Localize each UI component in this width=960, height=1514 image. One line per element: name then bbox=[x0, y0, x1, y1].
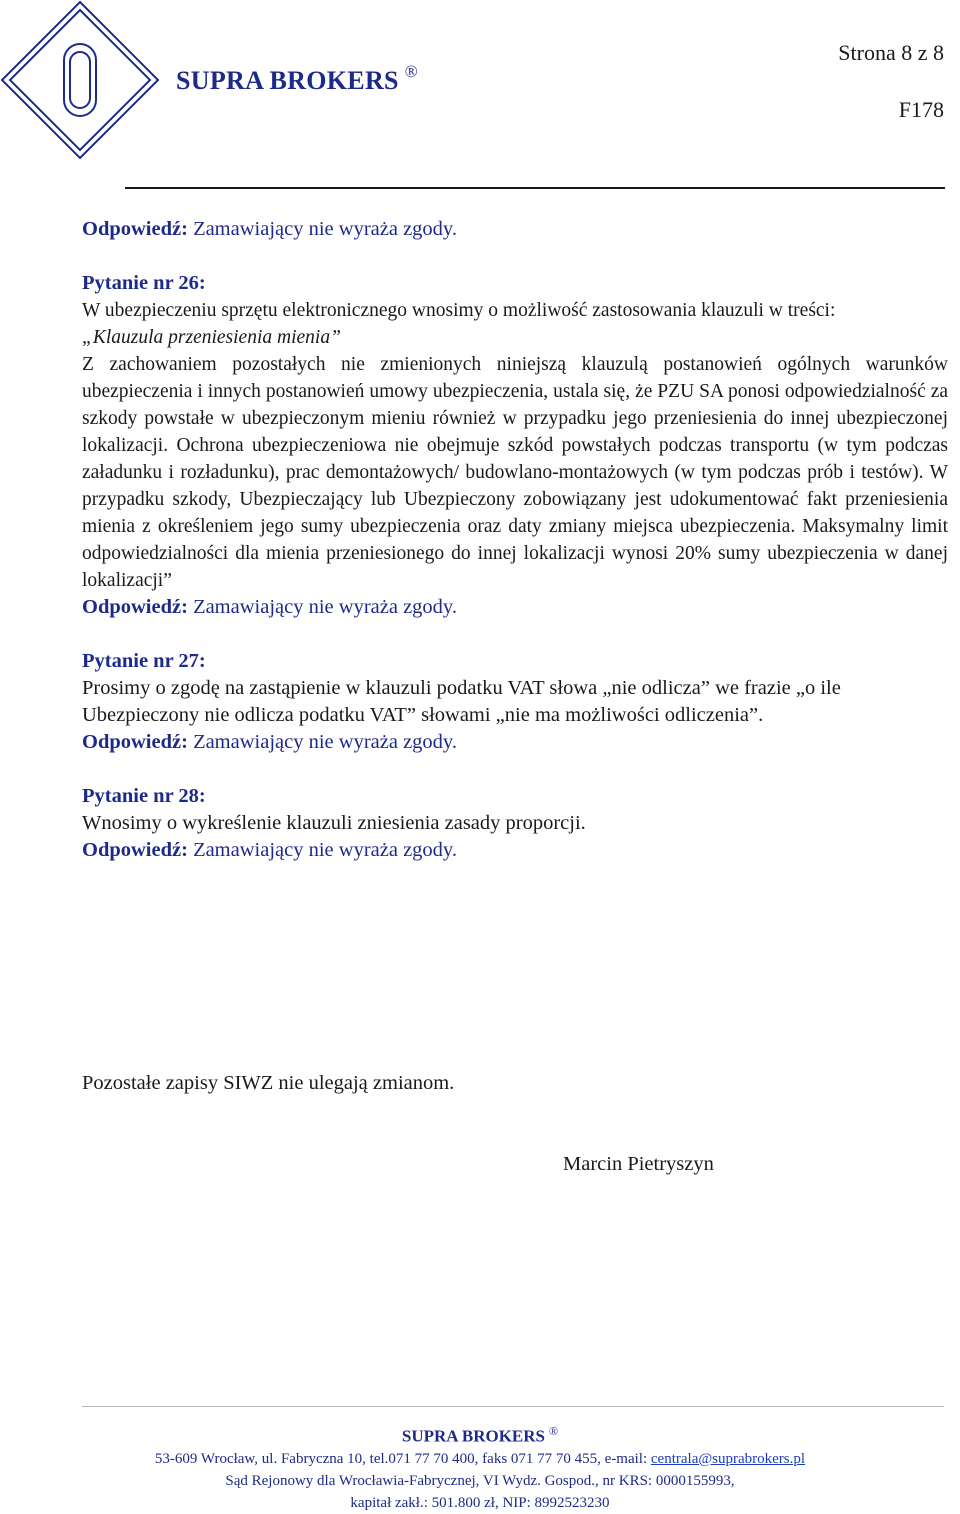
logo-diamond-inner bbox=[10, 10, 150, 150]
intro-answer-block bbox=[82, 216, 948, 243]
header-divider bbox=[125, 187, 945, 189]
question-26-clause-text-b: Ochrona ubezpieczeniowa nie obejmuje szkód powstałych podczas transportu (w tym podczas załadunku i rozładunku), prac demontażowych/ budowlano-montażowych (w tym podczas prób i testów). W przypadku szkody, Ubezpieczający lub Ubezpieczony zobowiązany jest udokumentować fakt przeniesienia mienia z określeniem jego sumy ubezpieczenia oraz daty zmiany miejsca ubezpieczenia. Maksymalny limit odpowiedzialności dla mienia przeniesionego do innej lokalizacji wynosi 20% sumy ubezpieczenia w danej lokalizacji” bbox=[82, 435, 948, 591]
footer-email-link[interactable]: centrala@suprabrokers.pl bbox=[650, 1450, 806, 1467]
answer-label: Odpowiedź: bbox=[82, 596, 188, 618]
footer-registered-mark: ® bbox=[549, 1424, 559, 1438]
question-26-clause-text bbox=[82, 351, 948, 594]
footer-brand-text: SUPRA BROKERS bbox=[401, 1426, 545, 1446]
registered-mark: ® bbox=[404, 62, 418, 81]
answer-text: Zamawiający nie wyraża zgody. bbox=[193, 839, 457, 861]
document-code: F178 bbox=[898, 97, 944, 122]
question-27-answer bbox=[82, 729, 948, 756]
footer-court-line: Sąd Rejonowy dla Wrocławia-Fabrycznej, VI Wydz. Gospod., nr KRS: 0000155993, bbox=[225, 1472, 735, 1489]
question-28-text: Wnosimy o wykreślenie klauzuli zniesienia zasady proporcji. bbox=[82, 812, 586, 834]
document-body bbox=[82, 216, 948, 891]
footer-capital-line: kapitał zakł.: 501.800 zł, NIP: 8992523230 bbox=[350, 1494, 610, 1511]
footer-brand bbox=[0, 1420, 960, 1448]
question-27-title: Pytanie nr 27: bbox=[82, 650, 206, 672]
question-26-block bbox=[82, 270, 948, 621]
answer-text: Zamawiający nie wyraża zgody. bbox=[193, 218, 457, 240]
question-27-text: Prosimy o zgodę na zastąpienie w klauzuli podatku VAT słowa „nie odlicza” we frazie „o ile Ubezpieczony nie odlicza podatku VAT” słowami „nie ma możliwości odliczenia”. bbox=[82, 677, 841, 726]
logo-oval-outer bbox=[64, 44, 96, 116]
question-26-intro: W ubezpieczeniu sprzętu elektronicznego wnosimy o możliwość zastosowania klauzuli w treści: bbox=[82, 300, 836, 321]
signature: Marcin Pietryszyn bbox=[563, 1153, 714, 1175]
answer-text: Zamawiający nie wyraża zgody. bbox=[193, 731, 457, 753]
answer-label: Odpowiedź: bbox=[82, 218, 188, 240]
question-28-answer bbox=[82, 837, 948, 864]
footer bbox=[0, 1420, 960, 1514]
answer-text: Zamawiający nie wyraża zgody. bbox=[193, 596, 457, 618]
logo-oval-inner bbox=[70, 52, 90, 108]
brand-name bbox=[176, 62, 418, 96]
question-28-block bbox=[82, 783, 948, 864]
question-28-title: Pytanie nr 28: bbox=[82, 785, 206, 807]
question-26-clause-text-a: Z zachowaniem pozostałych nie zmienionych niniejszą klauzulą postanowień ogólnych warunków ubezpieczenia i innych postanowień umowy ubezpieczenia, ustala się, że PZU SA ponosi odpowiedzialność za szkody powstałe w ubezpieczonym mieniu również w przypadku jego przeniesienia do innej ubezpieczonej lokalizacji. bbox=[82, 354, 948, 456]
question-27-block bbox=[82, 648, 948, 756]
answer-label: Odpowiedź: bbox=[82, 731, 188, 753]
company-logo bbox=[0, 0, 160, 160]
brand-text: SUPRA BROKERS bbox=[176, 66, 399, 95]
footer-divider bbox=[82, 1406, 944, 1407]
footer-address-line bbox=[0, 1448, 960, 1470]
question-26-answer bbox=[82, 594, 948, 621]
page-number: Strona 8 z 8 bbox=[838, 40, 944, 65]
answer-label: Odpowiedź: bbox=[82, 839, 188, 861]
footer-address: 53-609 Wrocław, ul. Fabryczna 10, tel.071 77 70 400, faks 071 77 70 455, e-mail: bbox=[154, 1450, 651, 1467]
question-26-clause-title: „Klauzula przeniesienia mienia” bbox=[82, 327, 341, 348]
logo-diamond-outer bbox=[2, 2, 158, 158]
question-26-title: Pytanie nr 26: bbox=[82, 272, 206, 294]
closing-statement: Pozostałe zapisy SIWZ nie ulegają zmianom. bbox=[82, 1072, 455, 1094]
intro-answer bbox=[82, 216, 948, 243]
